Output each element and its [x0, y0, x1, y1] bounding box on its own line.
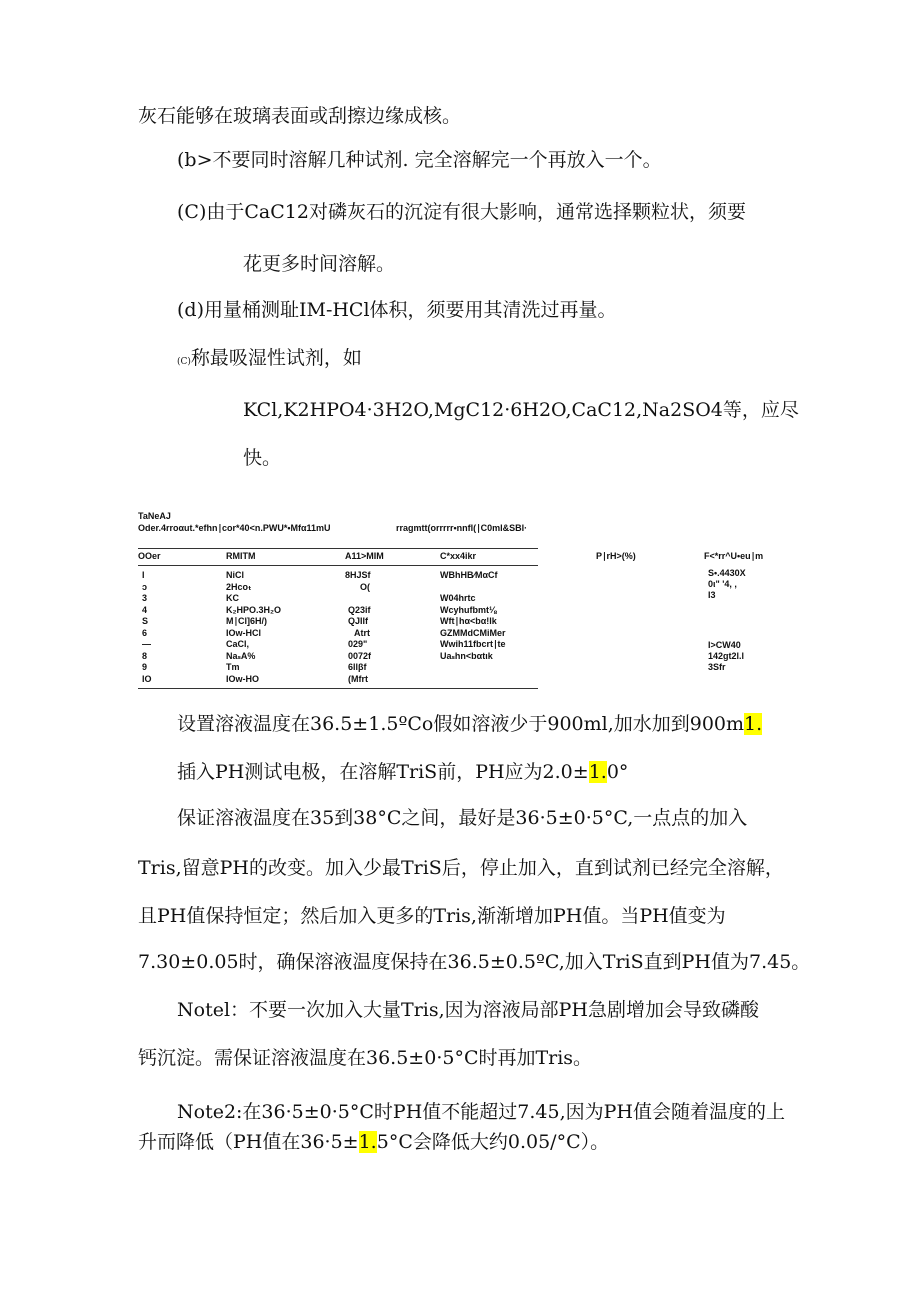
body-line-7: Notel：不要一次加入大量Tris,因为溶液局部PH急剧增加会导致磷酸: [177, 999, 759, 1021]
table-cell: K₂HPO.3H₂O: [226, 604, 282, 615]
table-cell: KC: [226, 593, 239, 603]
table-rule-bottom: [138, 688, 538, 689]
table-row: [138, 674, 798, 686]
table-cell: I: [142, 570, 145, 580]
table-row: [138, 628, 798, 640]
table-cell: 4: [142, 604, 148, 615]
table-cell: 029": [348, 639, 368, 649]
side-note: S•.4430X: [708, 568, 746, 578]
table-row: [138, 662, 798, 674]
table-row: [138, 570, 798, 582]
table-cell: 9: [142, 662, 148, 672]
table-row: [138, 639, 798, 651]
body-line-2: [177, 760, 628, 784]
table-cell: 2Hcoₜ: [226, 581, 252, 592]
table-side-notes-bottom: [708, 640, 744, 673]
table-cell: IO: [142, 673, 152, 684]
body-line-4: Tris,留意PH的改变。加入少最TriS后，停止加入，直到试剂已经完全溶解，: [138, 857, 784, 879]
table-cell: Wwih11fbcrt∣te: [440, 639, 506, 649]
table-cell: (Mfrt: [348, 673, 368, 684]
table-header-cell: C*xx4ikr: [440, 551, 477, 561]
body-line-6: 7.30±0.05时，确保溶液温度保持在36.5±0.5ºC,加入TriS直到PH值为7.45。: [138, 951, 811, 973]
body-text: 升而降低（PH值在36·5±: [138, 1131, 359, 1153]
body-line-1: [177, 712, 762, 736]
table-cell: 8: [142, 650, 148, 661]
text-line-1: 灰石能够在玻璃表面或刮擦边缘成核。: [138, 105, 462, 127]
table-cell: IOw-HO: [226, 673, 259, 684]
highlighted-text: 1.: [744, 713, 763, 735]
table-cell: Q23if: [348, 604, 371, 615]
table-cell: 6llβf: [348, 662, 367, 672]
table-header-row: [138, 551, 798, 565]
text-line-5: (d)用量桶测耻IM-HCl体积，须要用其清洗过再量。: [177, 299, 617, 321]
table-cell: W04hrtc: [440, 593, 476, 603]
body-line-10: [138, 1130, 609, 1154]
table-header-cell: RMITM: [226, 551, 256, 561]
table-cell: QJIIf: [348, 616, 369, 626]
table-cell: S: [142, 616, 149, 626]
body-line-8: 钙沉淀。需保证溶液温度在36.5±0·5°C时再加Tris。: [138, 1047, 593, 1069]
body-text: 插入PH测试电极，在溶解TriS前，PH应为2.0±: [177, 761, 589, 783]
text-line-6-body: 称最吸湿性试剂，如: [190, 347, 362, 369]
table-side-notes-top: [708, 568, 746, 601]
table-cell: CaCl,: [226, 639, 250, 649]
table-header-cell: OOer: [138, 551, 161, 561]
body-line-5: 且PH值保持恒定；然后加入更多的Tris,渐渐增加PH值。当PH值变为: [138, 905, 726, 927]
text-line-3: (C)由于CaC12对磷灰石的沉淀有很大影响，通常选择颗粒状，须要: [177, 201, 746, 223]
table-cell: NaₛA%: [226, 650, 256, 661]
table-rule-header: [138, 565, 538, 566]
table-header-cell: F<*rr^U•eu∣m: [704, 551, 764, 561]
side-note: 142gt2l.l: [708, 651, 745, 661]
table-cell: ↄ: [142, 581, 148, 592]
highlighted-text: 1.: [588, 761, 607, 783]
text-line-7: KCl,K2HPO4·3H2O,MgC12·6H2O,CaC12,Na2SO4等，应尽: [243, 399, 799, 421]
table-cell: GZMMdCMiMer: [440, 627, 506, 638]
side-note: 3Sfr: [708, 662, 726, 672]
table-cell: 8HJSf: [345, 570, 371, 580]
table-cell: Wft∣hα<bα!lk: [440, 616, 497, 626]
body-line-9: Note2:在36·5±0·5°C时PH值不能超过7.45,因为PH值会随着温度的上: [177, 1101, 785, 1123]
table-cell: NiCl: [226, 570, 244, 580]
table-cell: O(: [360, 581, 370, 592]
table-row: [138, 616, 798, 628]
table-caption-left: Oder.4rroαut.*efhn∣cor*40<n.PWU*•Mfα11mU: [138, 523, 331, 533]
table-cell: 3: [142, 593, 148, 603]
table-row: [138, 582, 798, 594]
item-marker: (C): [177, 357, 191, 367]
table-cell: 6: [142, 627, 148, 638]
table-row: [138, 605, 798, 617]
table-cell: Tm: [226, 662, 240, 672]
table-rule-top: [138, 548, 538, 549]
table-cell: Wcyhufbmt⅛: [440, 604, 497, 615]
text-line-4: 花更多时间溶解。: [243, 253, 396, 275]
body-line-3: 保证溶液温度在35到38°C之间，最好是36·5±0·5°C,一点点的加入: [177, 807, 748, 829]
table-cell: M∣Cl]6H/): [226, 616, 267, 626]
table-body: [138, 570, 798, 685]
side-note: 0ι" '4, ,: [708, 579, 737, 589]
text-line-6: [177, 346, 362, 374]
table-cell: 0072f: [348, 650, 372, 661]
body-text: 5°C会降低大约0.05/°C）。: [376, 1131, 610, 1153]
table-header-cell: P∣rH>(%): [596, 551, 636, 561]
table-row: [138, 593, 798, 605]
highlighted-text: 1.: [358, 1131, 377, 1153]
body-text: 0°: [606, 761, 629, 783]
text-line-2: (b>不要同时溶解几种试剂. 完全溶解完一个再放入一个。: [177, 149, 662, 171]
body-text: 设置溶液温度在36.5±1.5ºCo假如溶液少于900ml,加水加到900m: [177, 713, 745, 735]
table-cell: Uaₛhn<bαtιk: [440, 650, 493, 661]
table-caption-right: rragmtt(orrrrr•nnfl(∣C0ml&SBl·: [396, 523, 528, 533]
table-cell: IOw-HCl: [226, 627, 261, 638]
table-title: TaNeAJ: [138, 511, 171, 521]
side-note: I3: [708, 590, 716, 600]
reagent-table: [138, 510, 798, 684]
table-header-cell: A11>MIM: [345, 551, 384, 561]
table-cell: WBhHB∕MαCf: [440, 570, 498, 580]
table-cell: Atrt: [354, 627, 370, 638]
table-cell: —: [142, 639, 151, 649]
table-caption: [138, 523, 798, 537]
table-row: [138, 651, 798, 663]
text-line-8: 快。: [243, 447, 282, 469]
side-note: I>CW40: [708, 640, 741, 650]
